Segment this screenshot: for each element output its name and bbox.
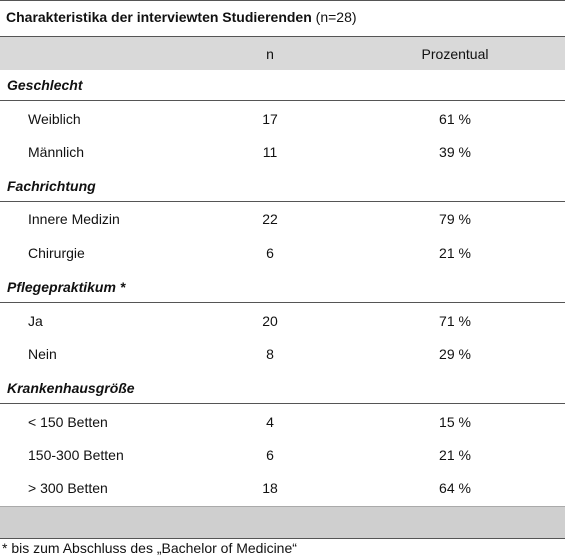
section-fachrichtung: Fachrichtung [0, 171, 565, 202]
row-n: 20 [262, 313, 278, 329]
row-label: Chirurgie [28, 245, 85, 261]
table-row [0, 136, 565, 169]
footnote: * bis zum Abschluss des „Bachelor of Medicine“ [2, 540, 297, 556]
row-percent: 15 % [439, 414, 471, 430]
table-row [0, 406, 565, 439]
section-krankenhausgroesse: Krankenhausgröße [0, 373, 565, 404]
row-percent: 64 % [439, 480, 471, 496]
row-label: Nein [28, 346, 57, 362]
row-percent: 61 % [439, 111, 471, 127]
row-n: 11 [262, 144, 278, 160]
row-percent: 21 % [439, 447, 471, 463]
table-row [0, 103, 565, 136]
row-n: 18 [262, 480, 278, 496]
table-row [0, 338, 565, 371]
table-row [0, 203, 565, 236]
table-title-suffix: (n=28) [311, 9, 357, 25]
row-n: 22 [262, 211, 278, 227]
row-n: 4 [266, 414, 274, 430]
table-row [0, 305, 565, 338]
section-geschlecht: Geschlecht [0, 70, 565, 101]
column-header-n: n [266, 46, 274, 62]
row-n: 6 [266, 245, 274, 261]
row-n: 17 [262, 111, 278, 127]
section-pflegepraktikum: Pflegepraktikum * [0, 272, 565, 303]
row-percent: 29 % [439, 346, 471, 362]
table-footer-bar [0, 506, 565, 539]
row-label: Ja [28, 313, 43, 329]
row-percent: 71 % [439, 313, 471, 329]
column-header-row [0, 36, 565, 70]
table-row [0, 472, 565, 505]
row-label: 150-300 Betten [28, 447, 124, 463]
row-percent: 21 % [439, 245, 471, 261]
row-label: < 150 Betten [28, 414, 108, 430]
row-percent: 79 % [439, 211, 471, 227]
table-row [0, 237, 565, 270]
row-label: Weiblich [28, 111, 81, 127]
column-header-percent: Prozentual [421, 46, 489, 62]
row-label: > 300 Betten [28, 480, 108, 496]
row-label: Innere Medizin [28, 211, 120, 227]
row-label: Männlich [28, 144, 85, 160]
table-row [0, 439, 565, 472]
table-title [0, 0, 565, 33]
table-title-bold: Charakteristika der interviewten Studierenden [6, 9, 312, 25]
row-n: 8 [266, 346, 274, 362]
row-n: 6 [266, 447, 274, 463]
row-percent: 39 % [439, 144, 471, 160]
